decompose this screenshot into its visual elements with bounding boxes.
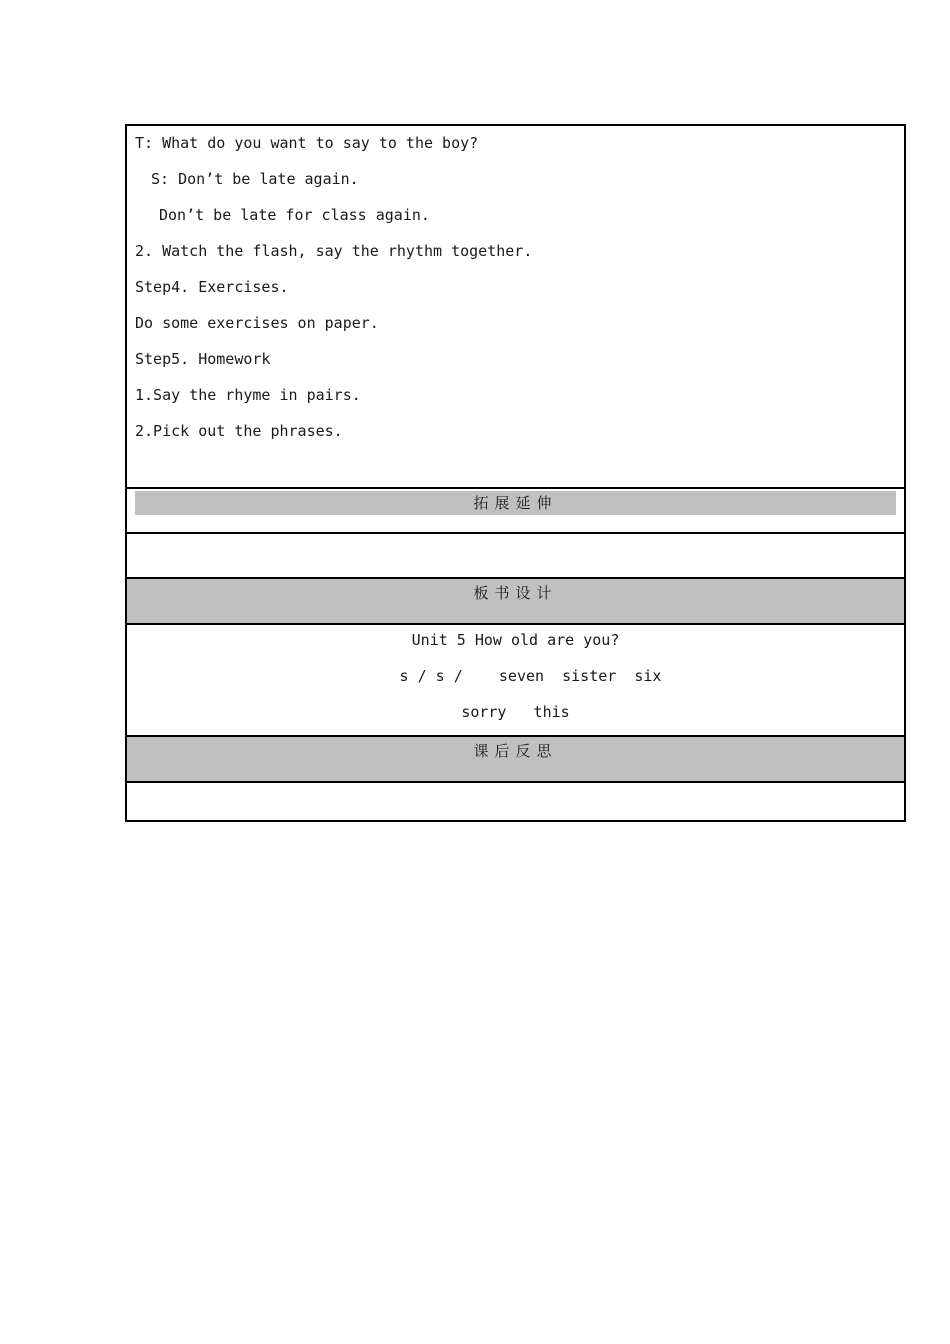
procedure-line: Step5. Homework <box>135 350 271 368</box>
procedure-line: Step4. Exercises. <box>135 278 289 296</box>
procedure-line: 2. Watch the flash, say the rhythm together. <box>135 242 533 260</box>
board-design-cell <box>127 625 904 737</box>
procedure-line: 2.Pick out the phrases. <box>135 422 343 440</box>
reflection-header: 课后反思 <box>127 737 904 783</box>
procedure-line: T: What do you want to say to the boy? <box>135 134 479 152</box>
procedure-line: Do some exercises on paper. <box>135 314 379 332</box>
board-title: Unit 5 How old are you? <box>411 631 620 649</box>
procedure-line: S: Don’t be late again. <box>151 170 359 188</box>
board-line-phonics: s / s / seven sister six <box>399 667 662 685</box>
board-line-words: sorry this <box>461 703 570 721</box>
extension-header-row <box>127 489 904 534</box>
board-design-header: 板书设计 <box>127 579 904 625</box>
procedure-line: 1.Say the rhyme in pairs. <box>135 386 361 404</box>
procedure-cell <box>127 126 904 489</box>
extension-content-cell <box>127 534 904 579</box>
reflection-content-cell <box>127 783 904 820</box>
lesson-plan-table <box>125 124 906 822</box>
extension-title: 拓展延伸 <box>135 491 896 515</box>
procedure-line: Don’t be late for class again. <box>159 206 430 224</box>
